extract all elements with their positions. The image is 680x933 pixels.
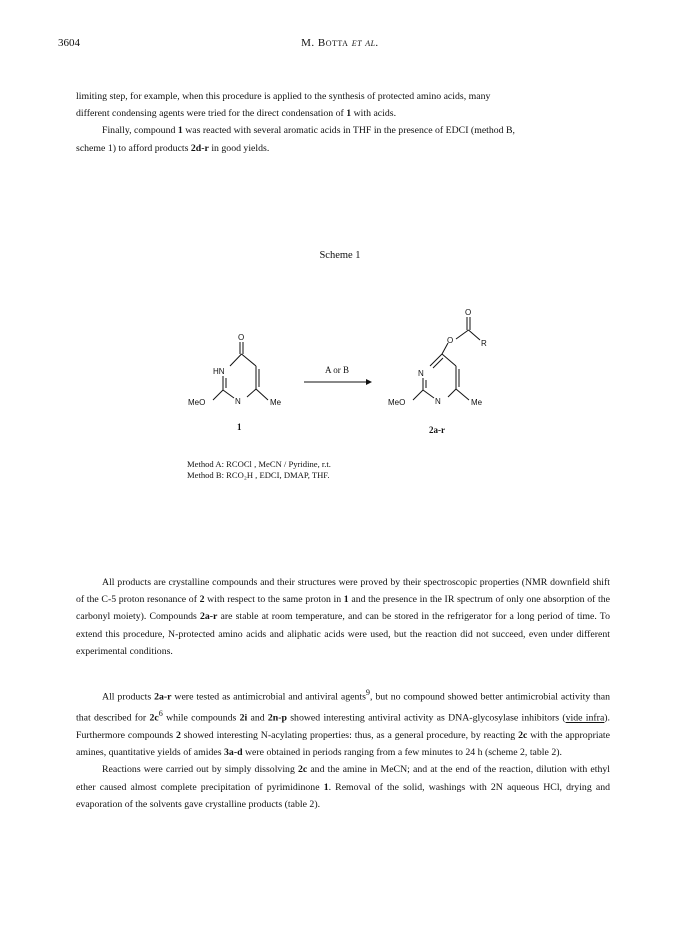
text-run: different condensing agents were tried for the direct condensation of: [76, 108, 347, 120]
page-number: 3604: [58, 37, 80, 49]
compound-ref: 1: [346, 108, 352, 120]
citation-ref: 9: [365, 688, 370, 697]
compound-ref: 2c: [297, 764, 308, 776]
atom-label: O: [238, 333, 245, 342]
scheme-title: Scheme 1: [319, 250, 361, 261]
bond: [256, 389, 268, 400]
atom-label: HN: [213, 367, 225, 376]
bond: [430, 354, 442, 366]
text-run: are stable at room temperature, and can be stored in the refrigerator for a long period of time. To extend this procedure, N-protected amino acids and aliphatic acids were used, but the reaction did not succeed, even under different experimental conditions.: [76, 611, 611, 657]
paragraph-text: [76, 761, 610, 813]
atom-label: MeO: [388, 398, 406, 407]
bond: [469, 330, 481, 340]
method-a: Method A: RCOCl , MeCN / Pyridine, r.t.: [187, 459, 331, 469]
product-structure: [413, 317, 480, 400]
compound-ref: 2i: [239, 712, 248, 724]
bond: [456, 389, 469, 400]
bond: [423, 390, 434, 398]
bond: [433, 358, 443, 368]
text-run: was reacted with several aromatic acids in THF in the presence of EDCI (method B,: [182, 125, 516, 137]
text-run: ). Furthermore compounds: [76, 712, 611, 741]
text-run: with the appropriate amines, quantitative yields of amides: [76, 729, 611, 759]
bond: [448, 389, 456, 397]
atom-label: N: [418, 369, 424, 378]
text-run: and the presence in the IR spectrum of only one absorption of the carbonyl moiety). Compounds: [76, 594, 611, 623]
compound-ref: 1: [323, 781, 329, 793]
text-run: were obtained in periods ranging from a few minutes to 24 h (scheme 2, table 2).: [242, 747, 562, 759]
author-suffix: et al.: [351, 37, 379, 49]
atom-label: N: [435, 397, 441, 406]
text-run: showed interesting N-acylating properties: thus, as a general procedure, by reacting: [180, 729, 519, 741]
text-run: showed interesting antiviral activity as DNA-glycosylase inhibitors (: [286, 712, 566, 724]
paragraph-testing: [76, 684, 610, 813]
method-b: Method B: RCO₂H , EDCI, DMAP, THF.: [187, 470, 330, 480]
author-name: M. Botta: [301, 37, 349, 49]
atom-label: N: [235, 397, 241, 406]
running-header-authors: [0, 37, 680, 49]
text-run: while compounds: [162, 712, 240, 724]
paragraph-intro: [76, 88, 610, 157]
text-run: . Removal of the solid, washings with 2N aqueous HCl, drying and evaporation of the solvents gave crystalline products (table 2).: [76, 781, 611, 810]
text-run: with acids.: [351, 108, 397, 120]
intro-line-4: [76, 140, 610, 157]
reaction-scheme: [180, 302, 510, 452]
compound-ref: 2d-r: [190, 142, 209, 154]
text-run: scheme 1) to afford products: [76, 142, 191, 154]
text-run: All products are crystalline compounds and their structures were proved by their spectroscopic properties (NMR downfield shift of the C-5 proton resonance of: [76, 577, 610, 606]
bond: [413, 390, 423, 400]
bond: [213, 390, 223, 400]
underlined-phrase: vide infra: [565, 712, 605, 724]
text-run: , but no compound showed better antimicrobial activity than that described for: [76, 691, 611, 724]
compound-ref: 1: [343, 594, 349, 606]
bond: [442, 354, 456, 366]
compound-ref: 1: [177, 125, 183, 137]
atom-label: Me: [471, 398, 483, 407]
bond: [223, 390, 234, 398]
atom-label: O: [465, 308, 472, 317]
text-run: and: [247, 712, 268, 724]
compound-label: 1: [237, 422, 242, 432]
bond: [456, 330, 469, 339]
intro-line-1: limiting step, for example, when this procedure is applied to the synthesis of protected amino acids, many: [76, 91, 491, 102]
compound-ref: 2a-r: [199, 611, 218, 623]
method-conditions: [187, 459, 331, 481]
atom-label: O: [447, 336, 454, 345]
intro-line-3: [76, 122, 610, 139]
text-run: in good yields.: [208, 142, 270, 154]
compound-ref: 2a-r: [154, 691, 172, 703]
compound-ref: 2: [199, 594, 205, 606]
compound-label: 2a-r: [429, 425, 445, 435]
bond: [242, 354, 257, 366]
text-run: with respect to the same proton in: [204, 594, 344, 606]
compound-ref: 2: [175, 729, 181, 741]
text-run: Finally, compound: [102, 125, 178, 137]
atom-label: Me: [270, 398, 282, 407]
text-run: were tested as antimicrobial and antiviral agents: [171, 691, 366, 703]
compound-ref: 2c: [149, 712, 159, 724]
text-run: and the amine in MeCN; and at the end of the reaction, dilution with ethyl ether caused almost complete precipitation of pyrimidinone: [76, 764, 610, 793]
atom-label: R: [481, 339, 487, 348]
paragraph-characterization: [76, 574, 610, 660]
paragraph-text: [76, 684, 610, 761]
text-run: All products: [102, 691, 155, 703]
bond: [247, 389, 256, 397]
compound-ref: 2c: [518, 729, 528, 741]
arrow-label: A or B: [325, 365, 350, 375]
bond: [230, 354, 242, 366]
text-run: Reactions were carried out by simply dissolving: [102, 764, 298, 776]
intro-line-2: [76, 105, 610, 122]
arrowhead-icon: [366, 379, 372, 385]
compound-ref: 2n-p: [267, 712, 287, 724]
compound-ref: 3a-d: [224, 747, 243, 759]
citation-ref: 6: [158, 709, 163, 719]
paragraph-text: [76, 574, 610, 660]
atom-label: MeO: [188, 398, 206, 407]
